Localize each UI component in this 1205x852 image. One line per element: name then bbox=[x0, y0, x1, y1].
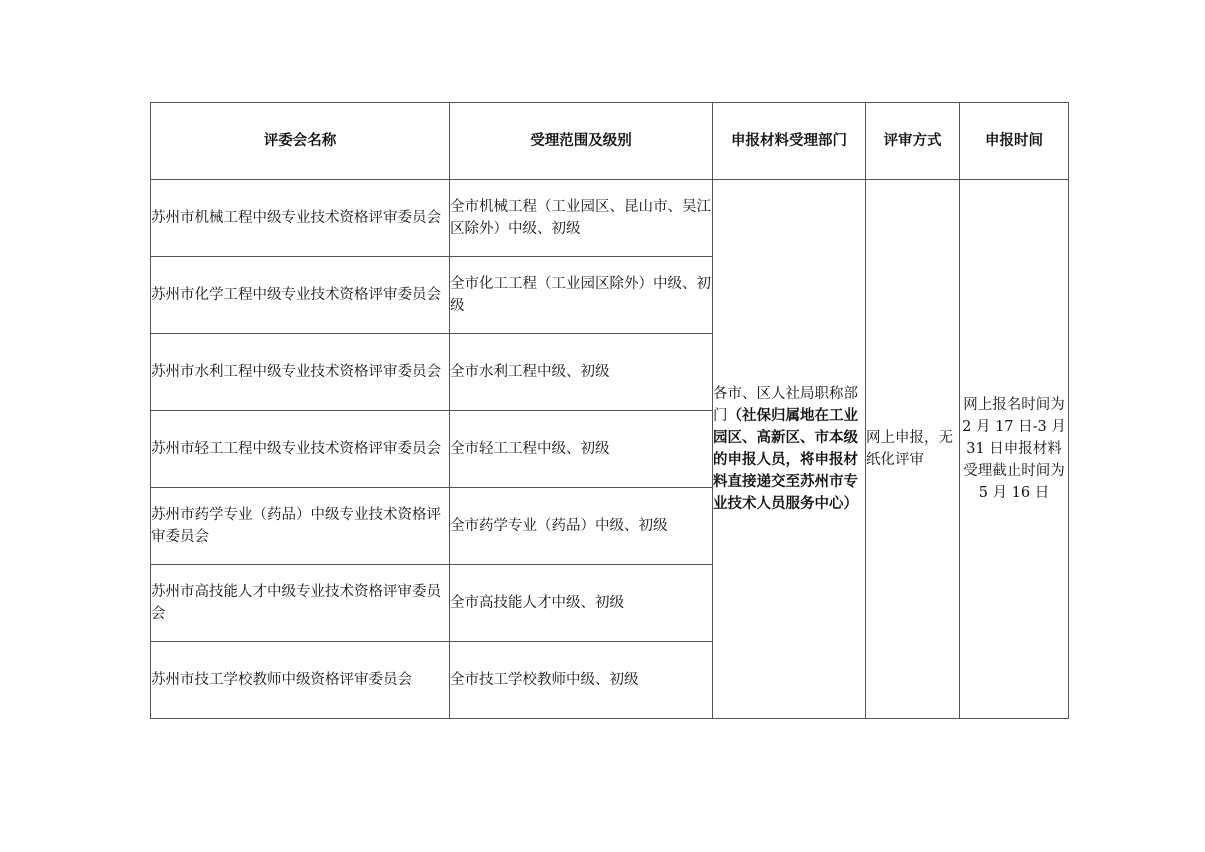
receiving-department-cell bbox=[713, 180, 866, 719]
committee-name-cell: 苏州市水利工程中级专业技术资格评审委员会 bbox=[151, 334, 450, 411]
application-time-cell: 网上报名时间为 2 月 17 日-3 月 31 日申报材料受理截止时间为 5 月 16 日 bbox=[960, 180, 1069, 719]
scope-cell: 全市化工工程（工业园区除外）中级、初级 bbox=[450, 257, 713, 334]
department-plain-text: 各市、区人社局职称部门 bbox=[713, 386, 858, 424]
header-receiving-department: 申报材料受理部门 bbox=[713, 103, 866, 180]
committee-name-cell: 苏州市药学专业（药品）中级专业技术资格评审委员会 bbox=[151, 488, 450, 565]
scope-cell: 全市技工学校教师中级、初级 bbox=[450, 642, 713, 719]
committee-name-cell: 苏州市化学工程中级专业技术资格评审委员会 bbox=[151, 257, 450, 334]
committee-name-cell: 苏州市技工学校教师中级资格评审委员会 bbox=[151, 642, 450, 719]
scope-cell: 全市水利工程中级、初级 bbox=[450, 334, 713, 411]
evaluation-committee-table bbox=[150, 102, 1069, 719]
committee-name-cell: 苏州市轻工工程中级专业技术资格评审委员会 bbox=[151, 411, 450, 488]
review-method-cell: 网上申报，无纸化评审 bbox=[866, 180, 960, 719]
scope-cell: 全市机械工程（工业园区、昆山市、吴江区除外）中级、初级 bbox=[450, 180, 713, 257]
scope-cell: 全市轻工工程中级、初级 bbox=[450, 411, 713, 488]
scope-cell: 全市药学专业（药品）中级、初级 bbox=[450, 488, 713, 565]
header-review-method: 评审方式 bbox=[866, 103, 960, 180]
department-bold-note: （社保归属地在工业园区、高新区、市本级的申报人员，将申报材料直接递交至苏州市专业技术人员服务中心） bbox=[713, 408, 858, 512]
committee-name-cell: 苏州市机械工程中级专业技术资格评审委员会 bbox=[151, 180, 450, 257]
scope-cell: 全市高技能人才中级、初级 bbox=[450, 565, 713, 642]
header-application-time: 申报时间 bbox=[960, 103, 1069, 180]
table-row bbox=[151, 180, 1069, 257]
committee-name-cell: 苏州市高技能人才中级专业技术资格评审委员会 bbox=[151, 565, 450, 642]
table-header-row bbox=[151, 103, 1069, 180]
header-scope-level: 受理范围及级别 bbox=[450, 103, 713, 180]
header-committee-name: 评委会名称 bbox=[151, 103, 450, 180]
